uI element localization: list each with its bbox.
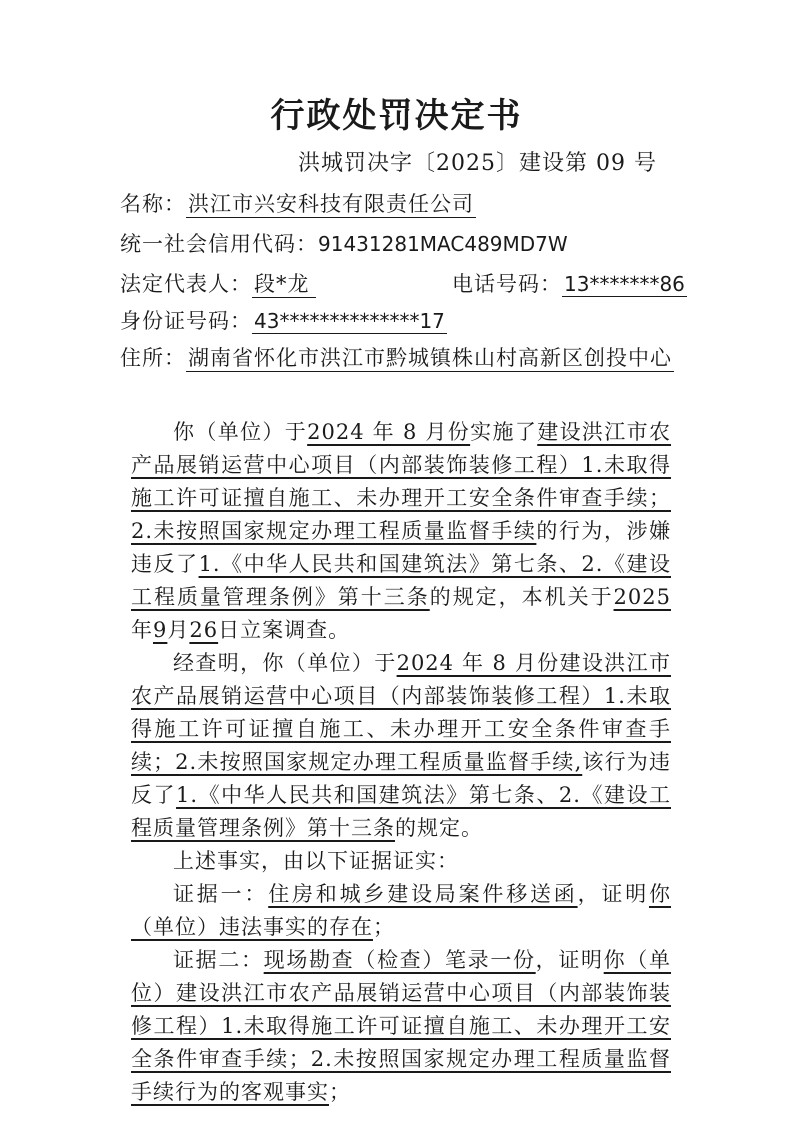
field-id-number-value: 43**************17	[254, 309, 445, 333]
text: ，证明	[535, 948, 604, 972]
text: ，证明	[577, 882, 650, 906]
field-address-label: 住所：	[120, 346, 186, 370]
field-legal-rep-label: 法定代表人：	[120, 272, 252, 296]
paragraph-findings	[131, 647, 671, 845]
filing-year: 2025	[613, 585, 671, 609]
document-body	[131, 416, 671, 1109]
text: ；	[329, 1080, 351, 1104]
field-legal-rep-value: 段*龙	[252, 272, 316, 298]
filing-day: 26	[189, 618, 219, 642]
field-id-number-label: 身份证号码：	[120, 309, 252, 333]
text: 的行为，涉嫌违反了	[131, 519, 671, 576]
text: 你（单位）于	[173, 420, 308, 444]
field-legal-rep	[120, 268, 316, 298]
document-title: 行政处罚决定书	[270, 96, 523, 136]
evidence-name: 现场勘查（检查）笔录一份	[263, 948, 536, 972]
field-name	[120, 188, 476, 218]
paragraph-case-filing	[131, 416, 671, 647]
field-credit-code-value: 91431281MAC489MD7W	[318, 232, 568, 256]
text: 上述事实，由以下证据证实：	[173, 849, 459, 873]
underlined-date: 2024 年 8 月份	[307, 420, 471, 444]
field-credit-code	[120, 228, 568, 258]
text: 月	[167, 618, 190, 642]
text: 实施了	[470, 420, 538, 444]
text: 的规定，本机关于	[429, 585, 614, 609]
evidence-item-2	[131, 944, 671, 1109]
field-name-label: 名称：	[120, 192, 186, 216]
field-address	[120, 342, 674, 372]
field-id-number	[120, 305, 447, 335]
text: 该行为违反了	[131, 750, 671, 807]
text: 的规定。	[395, 816, 483, 840]
evidence-name: 住房和城乡建设局案件移送函	[268, 882, 578, 906]
field-credit-code-label: 统一社会信用代码：	[120, 232, 318, 256]
evidence-item-1	[131, 878, 671, 944]
evidence-proves: 你（单位）建设洪江市农产品展销运营中心项目（内部装饰装修工程）1.未取得施工许可证擅自施工、未办理开工安全条件审查手续；2.未按照国家规定办理工程质量监督手续行为的客观事实	[131, 948, 672, 1104]
underlined-law: 1.《中华人民共和国建筑法》第七条、2.《建设工程质量管理条例》第十三条	[131, 783, 672, 840]
text: 日立案调查。	[218, 618, 351, 642]
filing-month: 9	[153, 618, 168, 642]
underlined-law: 1.《中华人民共和国建筑法》第七条、2.《建设工程质量管理条例》第十三条	[131, 552, 671, 609]
field-phone-value: 13*******86	[564, 272, 685, 296]
text: ；	[373, 915, 395, 939]
field-address-value: 湖南省怀化市洪江市黔城镇株山村高新区创投中心	[186, 346, 674, 372]
evidence-label: 证据二：	[173, 948, 264, 972]
evidence-proves: 你（单位）违法事实的存在	[131, 882, 672, 939]
field-name-value: 洪江市兴安科技有限责任公司	[186, 192, 476, 218]
field-phone	[452, 268, 687, 298]
document-number: 洪城罚决字〔2025〕建设第 09 号	[298, 151, 657, 176]
paragraph-evidence-intro	[131, 845, 671, 878]
text: 年	[131, 618, 153, 642]
underlined-violation: 建设洪江市农产品展销运营中心项目（内部装饰装修工程）1.未取得施工许可证擅自施工、未办理开工安全条件审查手续；2.未按照国家规定办理工程质量监督手续	[131, 420, 672, 543]
text: 经查明，你（单位）于	[173, 651, 397, 675]
evidence-label: 证据一：	[173, 882, 269, 906]
field-phone-label: 电话号码：	[452, 272, 562, 296]
underlined-violation: 2024 年 8 月份建设洪江市农产品展销运营中心项目（内部装饰装修工程）1.未取得施工许可证擅自施工、未办理开工安全条件审查手续；2.未按照国家规定办理工程质量监督手续,	[131, 651, 671, 774]
